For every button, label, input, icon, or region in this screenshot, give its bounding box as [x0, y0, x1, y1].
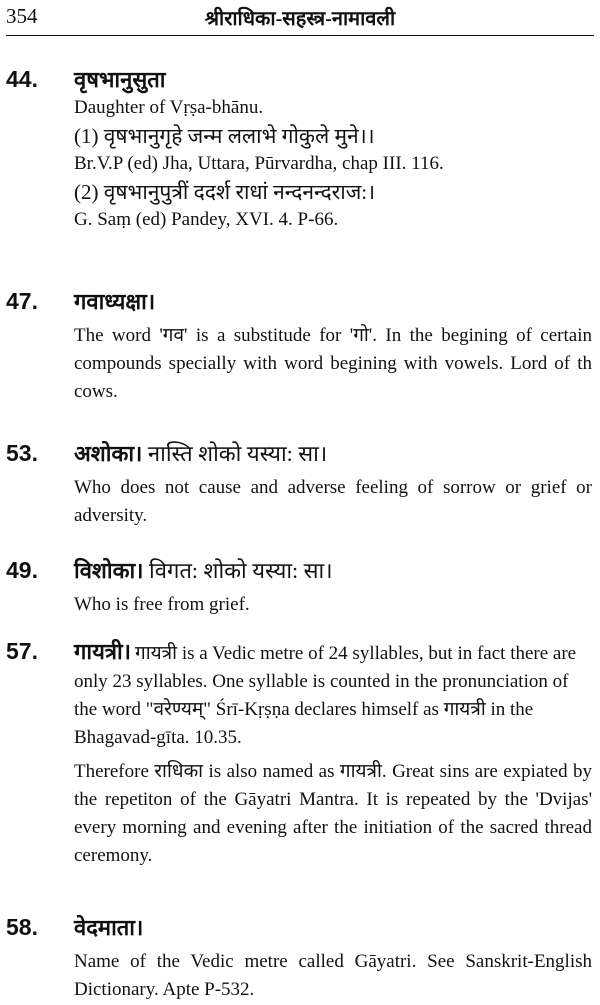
entry-headword: [74, 557, 592, 585]
entry-body: [74, 440, 592, 530]
entry-number: 47.: [6, 288, 38, 314]
page-header: [0, 0, 600, 40]
entry-description-continued: Therefore राधिका is also named as गायत्री. Great sins are expiated by the repetiton of the Gāyatri Mantra. It is repeated by the 'Dvijas' every morning and evening after the initiation of the sacred thread ceremony.: [74, 761, 592, 866]
citation-line: G. Saṃ (ed) Pandey, XVI. 4. P-66.: [74, 209, 339, 230]
entry-number: 57.: [6, 638, 38, 664]
header-rule: [6, 35, 594, 36]
entry-headword: वृषभानुसुता: [74, 67, 166, 92]
verse-line: (1) वृषभानुगृहे जन्म ललाभे गोकुले मुने।।: [74, 124, 375, 148]
entry-description: Who is free from grief.: [74, 594, 250, 615]
entry-number: 44.: [6, 66, 38, 92]
entry-body: [74, 66, 592, 234]
running-title: श्रीराधिका-सहस्त्र-नामावली: [204, 8, 396, 30]
entry-number: 49.: [6, 557, 38, 583]
entry-headword: वेदमाता।: [74, 915, 144, 940]
page-number: 354: [6, 4, 38, 28]
citation-line: Br.V.P (ed) Jha, Uttara, Pūrvardha, chap III. 116.: [74, 153, 444, 174]
headword-gloss: नास्ति शोको यस्या: सा।: [147, 441, 328, 466]
headword-term: अशोका।: [74, 441, 143, 466]
entry-body: [74, 557, 592, 619]
entry-description: गायत्री is a Vedic metre of 24 syllables, but in fact there are only 23 syllables. One syllable is counted in the pronunciation of the word "वरेण्यम्" Śrī-Kṛṣṇa declares himself as गायत्री in the Bhagavad-gīta. 10.35.: [74, 643, 577, 748]
entry-headword: गवाध्यक्षा।: [74, 289, 156, 314]
entry-headword: गायत्री।: [74, 639, 132, 664]
verse-line: (2) वृषभानुपुत्रीं ददर्श राधां नन्दनन्दराज:।: [74, 180, 376, 204]
headword-term: विशोका।: [74, 558, 144, 583]
headword-gloss: विगत: शोको यस्या: सा।: [149, 558, 333, 583]
entry-number: 53.: [6, 440, 38, 466]
entry-number: 58.: [6, 914, 38, 940]
entry-description: The word 'गव' is a substitude for 'गो'. In the begining of certain compounds specially with word begining with vowels. Lord of th cows.: [74, 325, 592, 402]
entry-description: Who does not cause and adverse feeling of sorrow or grief or adversity.: [74, 477, 592, 526]
entry-headword: [74, 440, 592, 468]
translation-line: Daughter of Vṛṣa-bhānu.: [74, 97, 264, 118]
entry-body: [74, 288, 592, 406]
entry-description: Name of the Vedic metre called Gāyatri. See Sanskrit-English Dictionary. Apte P-532.: [74, 951, 592, 1000]
entry-body: [74, 638, 592, 870]
entry-body: [74, 914, 592, 1004]
